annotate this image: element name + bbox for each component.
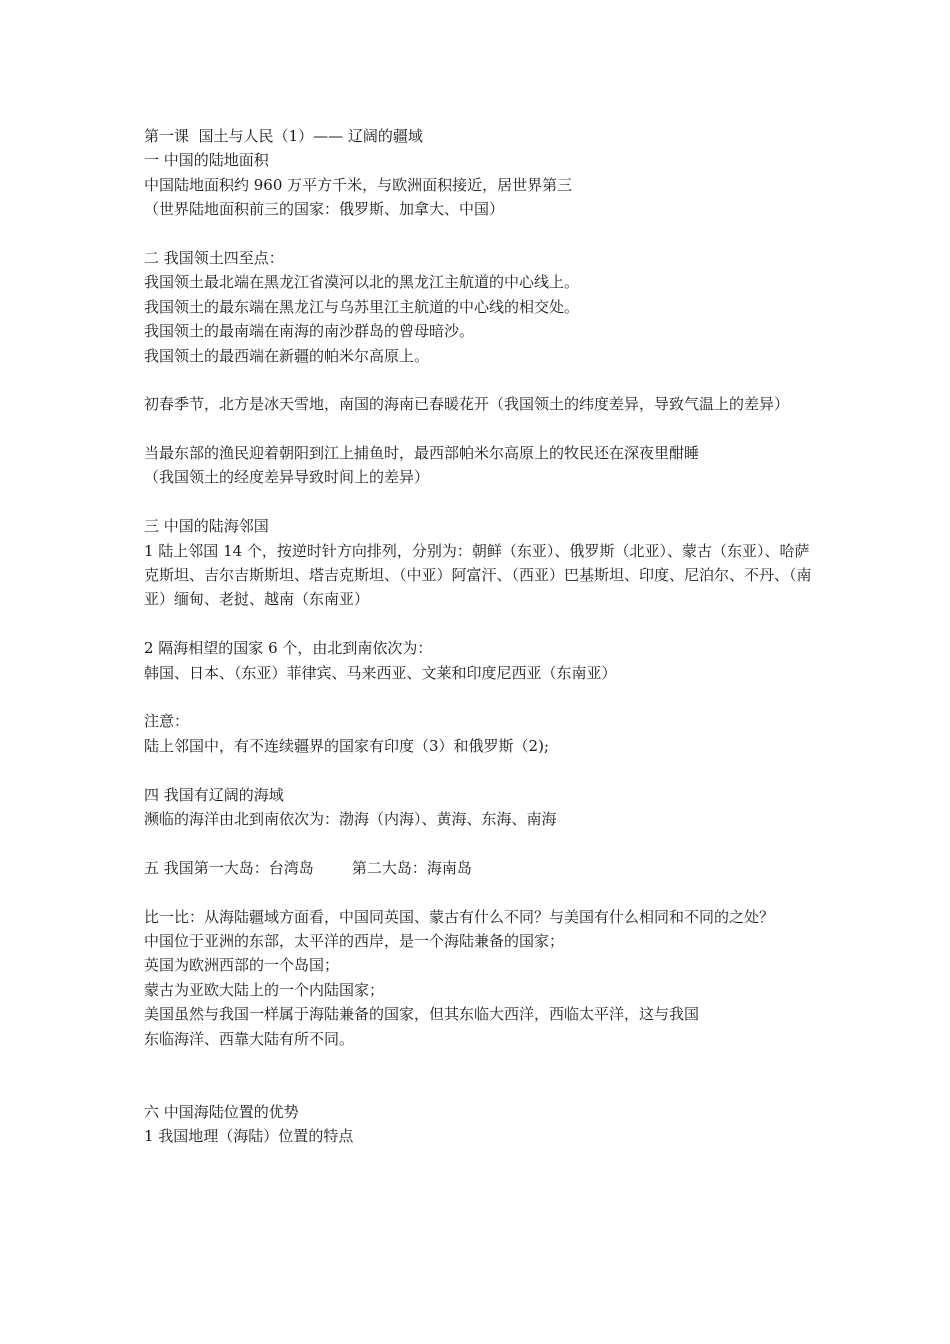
section-2-line: 我国领土的最西端在新疆的帕米尔高原上。 <box>144 346 430 365</box>
section-2-heading: 二 我国领土四至点： <box>144 248 284 267</box>
note-label: 注意： <box>144 712 190 731</box>
section-1-line: （世界陆地面积前三的国家：俄罗斯、加拿大、中国） <box>144 200 505 219</box>
note-text: 陆上邻国中，有不连续疆界的国家有印度（3）和俄罗斯（2); <box>144 736 549 755</box>
section-4-heading: 四 我国有辽阔的海域 <box>144 785 284 804</box>
land-neighbors-paragraph: 1 陆上邻国 14 个，按逆时针方向排列，分别为：朝鲜（东亚）、俄罗斯（北亚）、蒙古（东亚）、哈萨克斯坦、吉尔吉斯斯坦、塔吉克斯坦、（中亚）阿富汗、（西亚）巴基斯坦、印度、尼泊尔、不丹、（南亚）缅甸、老挝、越南（东南亚） <box>144 541 812 609</box>
document-body <box>144 124 824 1149</box>
paragraph-gap <box>144 490 824 514</box>
section-5-line: 五 我国第一大岛：台湾岛 第二大岛：海南岛 <box>144 858 472 877</box>
compare-line: 蒙古为亚欧大陆上的一个内陆国家； <box>144 980 385 999</box>
paragraph-gap <box>144 417 824 441</box>
section-2-line: 我国领土最北端在黑龙江省漠河以北的黑龙江主航道的中心线上。 <box>144 273 580 292</box>
paragraph-gap <box>144 758 824 782</box>
section-4-line: 濒临的海洋由北到南依次为：渤海（内海）、黄海、东海、南海 <box>144 810 557 828</box>
lesson-title: 第一课 国土与人民（1）—— 辽阔的疆域 <box>144 127 423 145</box>
paragraph-gap <box>144 880 824 904</box>
paragraph-gap <box>144 222 824 246</box>
longitude-paragraph-line: （我国领土的经度差异导致时间上的差异） <box>144 468 430 487</box>
section-1-line: 中国陆地面积约 960 万平方千米，与欧洲面积接近，居世界第三 <box>144 175 573 194</box>
section-6-heading: 六 中国海陆位置的优势 <box>144 1102 299 1121</box>
paragraph-gap <box>144 685 824 709</box>
compare-line: 美国虽然与我国一样属于海陆兼备的国家，但其东临大西洋，西临太平洋，这与我国 <box>144 1005 700 1024</box>
paragraph-gap <box>144 368 824 392</box>
compare-line: 中国位于亚洲的东部，太平洋的西岸，是一个海陆兼备的国家； <box>144 931 565 950</box>
section-2-line: 我国领土的最东端在黑龙江与乌苏里江主航道的中心线的相交处。 <box>144 297 580 316</box>
paragraph-gap <box>144 831 824 855</box>
latitude-paragraph: 初春季节，北方是冰天雪地，南国的海南已春暖花开（我国领土的纬度差异，导致气温上的差异） <box>144 395 790 414</box>
paragraph-gap <box>144 1051 824 1100</box>
paragraph-gap <box>144 612 824 636</box>
section-6-line: 1 我国地理（海陆）位置的特点 <box>144 1127 354 1146</box>
section-1-heading: 一 中国的陆地面积 <box>144 151 269 170</box>
compare-line: 英国为欧洲西部的一个岛国； <box>144 956 340 975</box>
compare-line: 东临海洋、西靠大陆有所不同。 <box>144 1029 355 1048</box>
section-3-heading: 三 中国的陆海邻国 <box>144 517 269 536</box>
longitude-paragraph-line: 当最东部的渔民迎着朝阳到江上捕鱼时，最西部帕米尔高原上的牧民还在深夜里酣睡 <box>144 444 700 463</box>
sea-neighbors-line: 2 隔海相望的国家 6 个，由北到南依次为： <box>144 639 433 658</box>
sea-neighbors-line: 韩国、日本、（东亚）菲律宾、马来西亚、文莱和印度尼西亚（东南亚） <box>144 663 617 682</box>
compare-question: 比一比：从海陆疆域方面看，中国同英国、蒙古有什么不同？与美国有什么相同和不同的之处？ <box>144 907 775 926</box>
section-2-line: 我国领土的最南端在南海的南沙群岛的曾母暗沙。 <box>144 322 475 341</box>
